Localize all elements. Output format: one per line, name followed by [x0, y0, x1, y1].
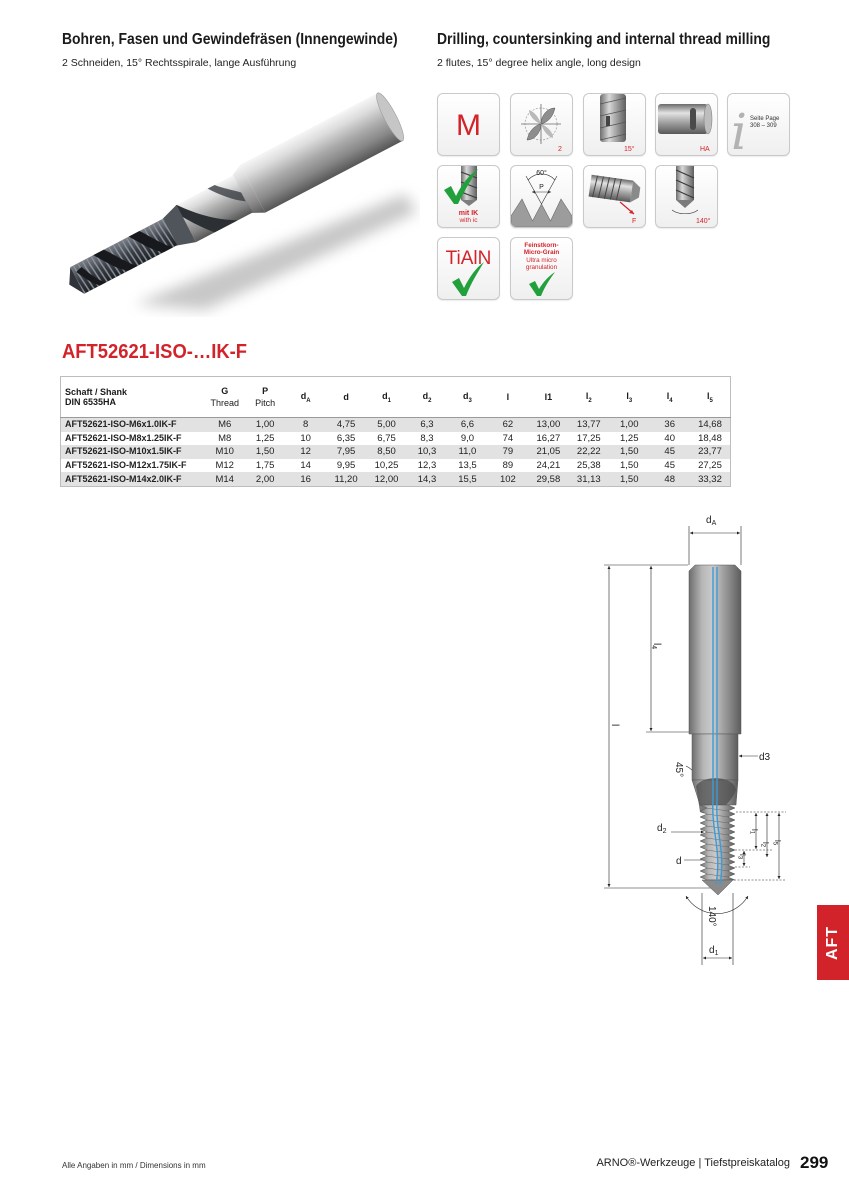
cell-l2: 17,25: [569, 432, 609, 446]
cell-l2: 31,13: [569, 472, 609, 486]
label-dA: $d_A$: [706, 515, 717, 527]
col-header-d: d: [326, 377, 366, 418]
cell-l1: 29,58: [528, 472, 568, 486]
cell-name: AFT52621-ISO-M6x1.0IK-F: [61, 418, 205, 432]
drawing-tip: [702, 880, 733, 895]
cell-l4: 40: [649, 432, 689, 446]
check-icon: [529, 272, 555, 296]
coating-icon: [437, 237, 500, 300]
cell-dA: 12: [285, 445, 325, 459]
cell-l4: 36: [649, 418, 689, 432]
cell-p: 1,75: [245, 459, 285, 473]
page-subtitle-en: 2 flutes, 15° degree helix angle, long design: [437, 57, 641, 69]
cell-l5: 33,32: [690, 472, 731, 486]
product-title: AFT52621-ISO-…IK-F: [62, 341, 248, 363]
cell-l: 102: [488, 472, 528, 486]
col-header-pitch-symbol: P: [262, 386, 269, 396]
col-header-shank: [61, 377, 205, 418]
drawing-neck: [692, 734, 738, 780]
tool-shank: [240, 93, 402, 213]
cell-p: 1,25: [245, 432, 285, 446]
tool-product-image: [55, 82, 420, 317]
cell-d2: 12,3: [407, 459, 447, 473]
feed-label: F: [632, 218, 637, 225]
cell-d3: 11,0: [447, 445, 487, 459]
col-header-d1: $d_1$: [366, 377, 406, 418]
cell-dA: 14: [285, 459, 325, 473]
col-header-l5: $l_5$: [690, 377, 731, 418]
col-header-thread-symbol: G: [221, 386, 229, 396]
section-tab: [817, 905, 849, 980]
cell-d: 11,20: [326, 472, 366, 486]
cell-name: AFT52621-ISO-M8x1.25IK-F: [61, 432, 205, 446]
grain-icon: [510, 237, 573, 300]
label-l1: l1: [748, 829, 759, 835]
grain-line-2: Micro-Grain: [523, 249, 560, 256]
col-header-shank-line2: DIN 6535HA: [65, 397, 117, 407]
thread-angle-label: 60°: [536, 170, 547, 177]
cell-l3: 1,50: [609, 472, 649, 486]
cell-d2: 8,3: [407, 432, 447, 446]
cell-d1: 6,75: [366, 432, 406, 446]
col-header-l1: l1: [528, 377, 568, 418]
footer-brand: ARNO®-Werkzeuge | Tiefstpreiskatalog: [596, 1157, 790, 1169]
cell-l2: 22,22: [569, 445, 609, 459]
page-subtitle-de: 2 Schneiden, 15° Rechtsspirale, lange Ausführung: [62, 57, 297, 69]
cell-l3: 1,50: [609, 459, 649, 473]
cell-d2: 14,3: [407, 472, 447, 486]
grain-line-3: Ultra micro: [526, 257, 557, 264]
cell-l3: 1,50: [609, 445, 649, 459]
cell-d: 6,35: [326, 432, 366, 446]
cell-dA: 16: [285, 472, 325, 486]
info-line-1: Seite Page: [750, 116, 780, 122]
flutes-count-label: 2: [558, 146, 562, 153]
material-label: M: [456, 109, 481, 142]
label-angle-140: 140°: [706, 906, 717, 927]
col-header-l2: $l_2$: [569, 377, 609, 418]
cell-name: AFT52621-ISO-M12x1.75IK-F: [61, 459, 205, 473]
cell-p: 1,50: [245, 445, 285, 459]
cell-dA: 8: [285, 418, 325, 432]
cell-l: 74: [488, 432, 528, 446]
spec-table-body: [61, 418, 731, 487]
cell-name: AFT52621-ISO-M10x1.5IK-F: [61, 445, 205, 459]
col-header-thread-label: Thread: [210, 398, 239, 408]
cell-d1: 12,00: [366, 472, 406, 486]
cell-d: 9,95: [326, 459, 366, 473]
cell-d3: 13,5: [447, 459, 487, 473]
cell-l4: 45: [649, 445, 689, 459]
material-icon: [437, 93, 500, 156]
coating-label: TiAlN: [445, 248, 492, 269]
tip-angle-label: 140°: [696, 218, 711, 225]
cell-g: M8: [205, 432, 245, 446]
cell-g: M12: [205, 459, 245, 473]
label-l2: l2: [759, 842, 770, 848]
cell-l5: 23,77: [690, 445, 731, 459]
coolant-label-en: with ic: [459, 217, 478, 224]
grain-line-4: granulation: [525, 264, 558, 271]
cell-l: 89: [488, 459, 528, 473]
table-row: [61, 418, 731, 432]
cell-d1: 5,00: [366, 418, 406, 432]
cell-l3: 1,25: [609, 432, 649, 446]
cell-d: 4,75: [326, 418, 366, 432]
cell-g: M10: [205, 445, 245, 459]
cell-l1: 24,21: [528, 459, 568, 473]
spec-table: [60, 376, 731, 487]
col-header-shank-line1: Schaft / Shank: [65, 387, 128, 397]
cell-l: 79: [488, 445, 528, 459]
col-header-l: l: [488, 377, 528, 418]
col-header-thread: [205, 377, 245, 418]
table-row: [61, 472, 731, 486]
col-header-pitch-label: Pitch: [255, 398, 276, 408]
cell-d1: 10,25: [366, 459, 406, 473]
cell-l1: 13,00: [528, 418, 568, 432]
table-row: [61, 432, 731, 446]
cell-p: 1,00: [245, 418, 285, 432]
cell-l: 62: [488, 418, 528, 432]
col-header-l4: $l_4$: [649, 377, 689, 418]
drawing-shank: [689, 565, 741, 734]
shank-type-label: HA: [700, 146, 710, 153]
technical-drawing: [595, 505, 795, 975]
footer-note: Alle Angaben in mm / Dimensions in mm: [62, 1161, 206, 1170]
cell-g: M14: [205, 472, 245, 486]
page-title-en: Drilling, countersinking and internal thread milling: [437, 31, 771, 48]
info-page-icon: [727, 93, 790, 156]
label-d1: $d_1$: [709, 945, 719, 957]
cell-d2: 10,3: [407, 445, 447, 459]
thread-profile-icon: [510, 165, 573, 228]
table-row: [61, 459, 731, 473]
cell-l1: 21,05: [528, 445, 568, 459]
helix-angle-icon: [583, 93, 646, 156]
cell-l5: 27,25: [690, 459, 731, 473]
cell-d3: 6,6: [447, 418, 487, 432]
table-header-row: [61, 377, 731, 418]
cell-g: M6: [205, 418, 245, 432]
cell-l1: 16,27: [528, 432, 568, 446]
info-icon: i: [731, 103, 747, 155]
cell-l5: 14,68: [690, 418, 731, 432]
feed-direction-icon: [583, 165, 646, 228]
col-header-d2: $d_2$: [407, 377, 447, 418]
table-row: [61, 445, 731, 459]
info-line-2: 308 – 309: [750, 123, 777, 129]
cell-l2: 13,77: [569, 418, 609, 432]
section-tab-label: AFT: [824, 925, 841, 960]
label-d2: $d_2$: [657, 823, 667, 835]
col-header-l3: $l_3$: [609, 377, 649, 418]
shank-type-icon: [655, 93, 718, 156]
pitch-label: P: [539, 184, 544, 191]
cell-d3: 15,5: [447, 472, 487, 486]
col-header-dA: $d_A$: [285, 377, 325, 418]
label-l5: l5: [771, 840, 782, 846]
label-d: d: [676, 856, 682, 867]
coolant-label-de: mit IK: [458, 210, 479, 217]
helix-angle-label: 15°: [624, 146, 635, 153]
cell-l3: 1,00: [609, 418, 649, 432]
cell-l4: 48: [649, 472, 689, 486]
internal-coolant-icon: [437, 165, 500, 228]
label-l4: $l_4$: [650, 643, 662, 650]
cell-l5: 18,48: [690, 432, 731, 446]
label-l: l: [609, 724, 620, 727]
grain-line-1: Feinstkorn-: [524, 242, 559, 249]
label-angle-45: 45°: [673, 762, 684, 778]
cell-name: AFT52621-ISO-M14x2.0IK-F: [61, 472, 205, 486]
cell-d2: 6,3: [407, 418, 447, 432]
label-d3: d3: [759, 752, 771, 763]
col-header-pitch: [245, 377, 285, 418]
tip-angle-icon: [655, 165, 718, 228]
cell-d3: 9,0: [447, 432, 487, 446]
label-l3: l3: [736, 854, 747, 860]
cell-d1: 8,50: [366, 445, 406, 459]
cell-l2: 25,38: [569, 459, 609, 473]
cell-p: 2,00: [245, 472, 285, 486]
cell-d: 7,95: [326, 445, 366, 459]
flutes-icon: [510, 93, 573, 156]
page-title-de: Bohren, Fasen und Gewindefräsen (Innengewinde): [62, 31, 398, 48]
page-number: 299: [800, 1153, 829, 1172]
cell-dA: 10: [285, 432, 325, 446]
col-header-d3: $d_3$: [447, 377, 487, 418]
cell-l4: 45: [649, 459, 689, 473]
